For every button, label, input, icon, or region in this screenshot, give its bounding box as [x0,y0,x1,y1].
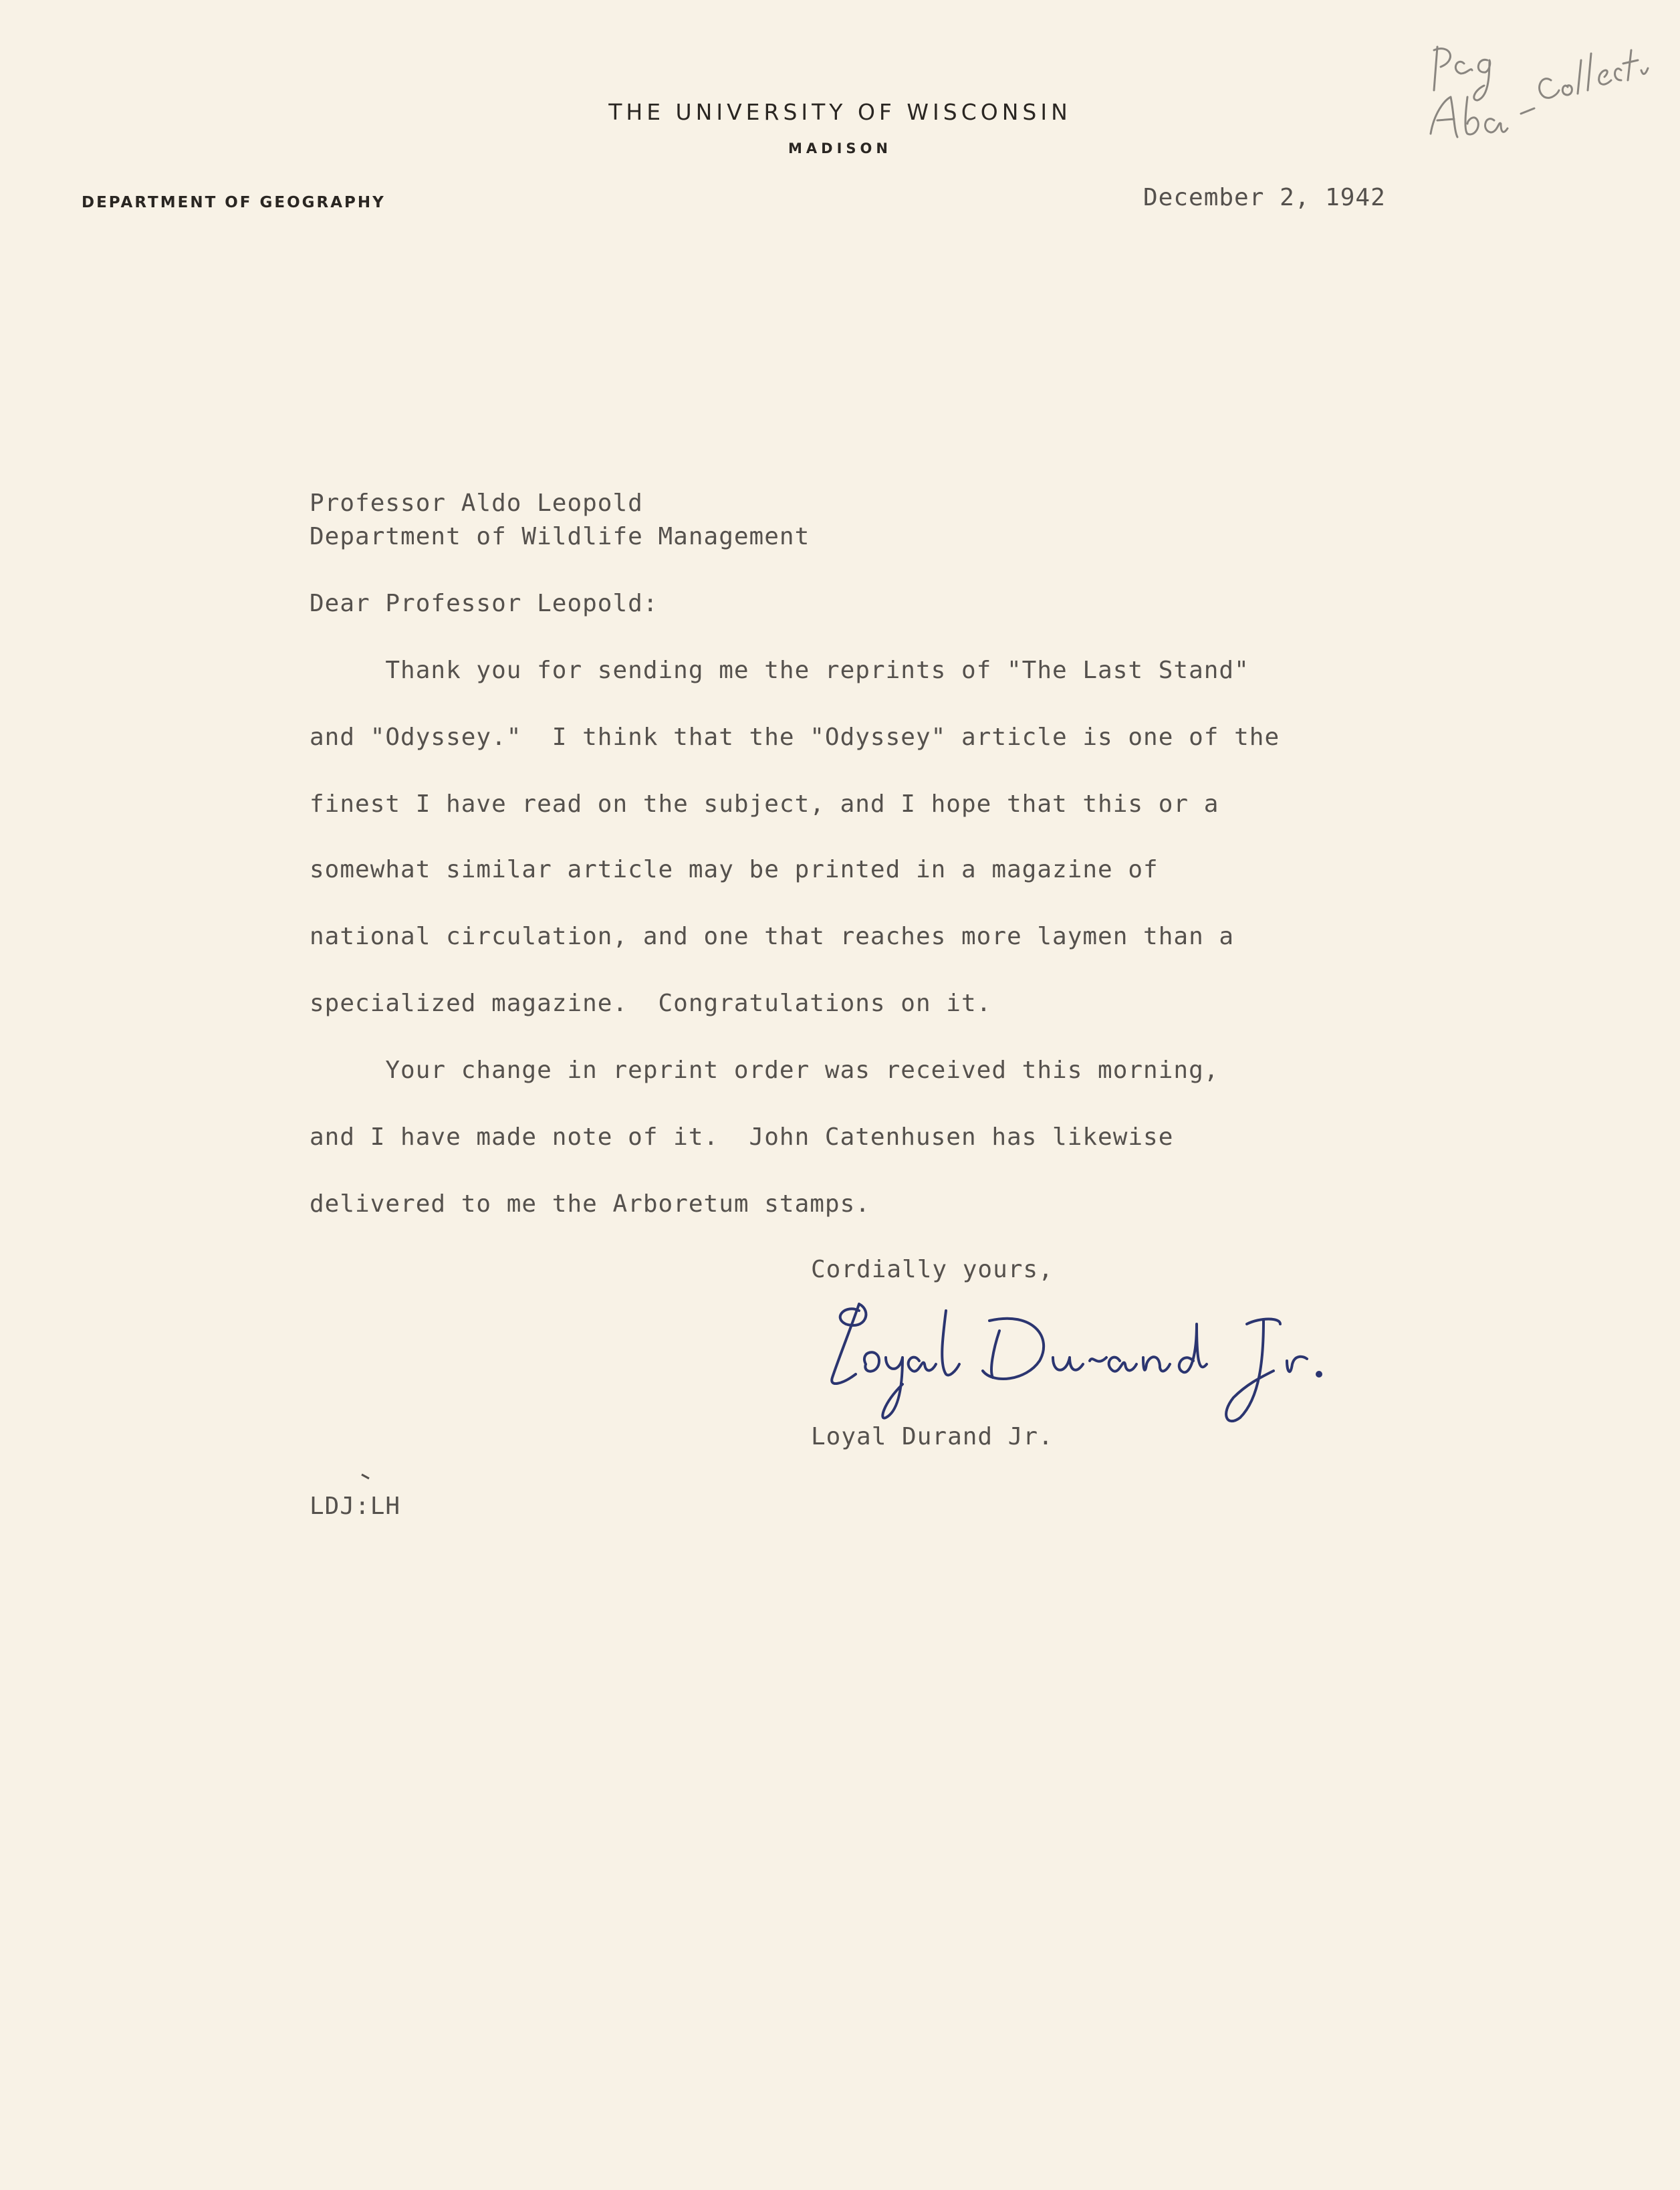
handwritten-signature [819,1284,1381,1444]
body-line: somewhat similar article may be printed in a magazine of [310,856,1159,883]
body-line: Your change in reprint order was received this morning, [310,1057,1219,1084]
recipient-department: Department of Wildlife Management [310,523,810,550]
typed-signature: Loyal Durand Jr. [811,1423,1054,1450]
handwritten-pencil-note [1411,33,1651,147]
letterhead-city: MADISON [788,140,892,156]
body-line: finest I have read on the subject, and I hope that this or a [310,790,1219,818]
body-line: national circulation, and one that reaches more laymen than a [310,923,1235,950]
body-line: and "Odyssey." I think that the "Odyssey" article is one of the [310,724,1280,751]
recipient-name: Professor Aldo Leopold [310,489,643,517]
salutation: Dear Professor Leopold: [310,590,658,617]
closing: Cordially yours, [811,1256,1054,1283]
letterhead-university: THE UNIVERSITY OF WISCONSIN [608,99,1072,125]
letterhead-department: DEPARTMENT OF GEOGRAPHY [82,194,386,211]
body-line: specialized magazine. Congratulations on it. [310,990,992,1017]
letter-date: December 2, 1942 [1143,184,1386,211]
body-line: Thank you for sending me the reprints of "The Last Stand" [310,657,1249,684]
body-line: delivered to me the Arboretum stamps. [310,1190,870,1218]
typist-initials: LDJ:LH [310,1493,401,1520]
pen-mark [361,1473,372,1480]
body-line: and I have made note of it. John Catenhusen has likewise [310,1123,1174,1151]
